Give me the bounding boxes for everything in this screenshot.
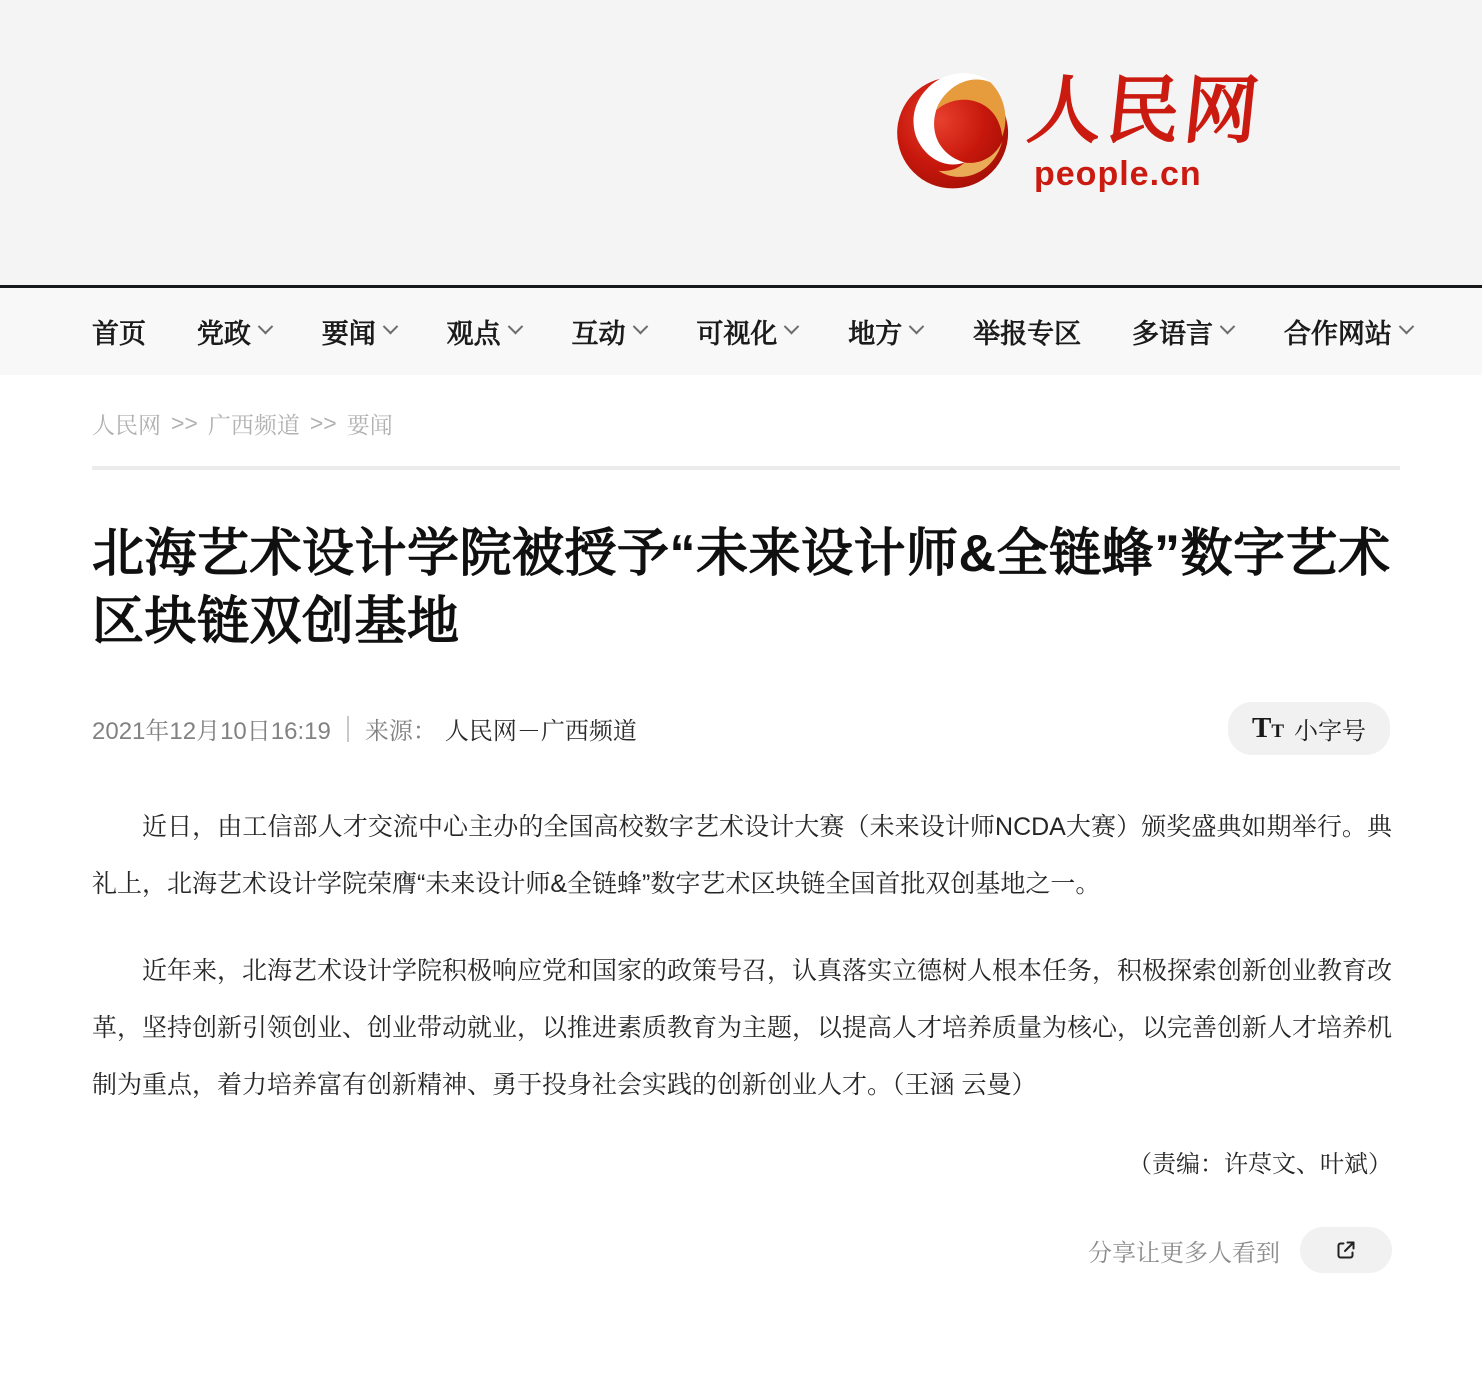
meta-divider [347,716,349,742]
breadcrumb-separator: >> [171,410,198,436]
chevron-down-icon [1220,319,1236,335]
site-header [0,0,1482,288]
nav-label: 合作网站 [1283,319,1392,349]
nav-item-home[interactable] [92,312,146,351]
nav-label: 首页 [92,319,146,349]
article [0,520,1482,1313]
font-size-icon-small-t: T [1271,721,1284,743]
source-link[interactable]: 人民网－广西频道 [444,718,637,746]
nav-item-partner-sites[interactable] [1284,312,1412,351]
people-cn-sphere-icon [896,68,1014,192]
article-meta-row [92,702,1390,755]
chevron-down-icon [632,319,648,335]
nav-label: 可视化 [696,319,778,349]
article-paragraph: 近年来，北海艺术设计学院积极响应党和国家的政策号召，认真落实立德树人根本任务，积极探索创新创业教育改革，坚持创新引领创业、创业带动就业，以推进素质教育为主题，以提高人才培养质量为核心，以完善创新人才培养机制为重点，着力培养富有创新精神、勇于投身社会实践的创新创业人才。（王涵 云曼） [92,957,1393,1100]
nav-item-top-news[interactable] [322,312,396,351]
nav-item-party-politics[interactable] [197,312,271,351]
font-size-button[interactable] [1228,702,1390,755]
article-body [92,799,1392,1114]
nav-label: 多语言 [1132,319,1213,349]
nav-item-opinions[interactable] [447,312,521,351]
logo-chinese-name: 人民网 [1023,71,1267,153]
share-button[interactable] [1300,1227,1392,1273]
nav-label: 党政 [196,319,251,349]
breadcrumb-top-news[interactable]: 要闻 [346,412,393,438]
nav-item-interaction[interactable] [572,312,646,351]
font-size-icon-large-t: T [1251,712,1272,745]
main-nav [0,288,1482,375]
chevron-down-icon [382,319,398,335]
nav-item-visualization[interactable] [696,312,797,351]
article-paragraph: 近日，由工信部人才交流中心主办的全国高校数字艺术设计大赛（未来设计师NCDA大赛）颁奖盛典如期举行。典礼上，北海艺术设计学院荣膺“未来设计师&全链蜂”数字艺术区块链全国首批双创基地之一。 [92,813,1392,899]
font-size-icon [1252,714,1284,743]
article-title: 北海艺术设计学院被授予“未来设计师&全链蜂”数字艺术区块链双创基地 [92,525,1391,652]
publish-datetime: 2021年12月10日16:19 [92,718,331,746]
logo-text [1023,68,1267,194]
chevron-down-icon [909,319,925,335]
nav-item-report-zone[interactable] [973,312,1081,351]
chevron-down-icon [258,319,274,335]
nav-label: 互动 [571,319,626,349]
chevron-down-icon [784,319,800,335]
font-size-button-label: 小字号 [1294,718,1366,746]
section-divider [92,466,1400,470]
source-label: 来源： [364,718,437,746]
breadcrumb [92,407,1390,440]
breadcrumb-guangxi-channel[interactable]: 广西频道 [207,412,300,438]
nav-label: 地方 [848,319,903,349]
nav-label: 举报专区 [973,319,1082,349]
nav-item-local[interactable] [848,312,922,351]
people-cn-logo[interactable] [896,68,1267,194]
nav-item-multilingual[interactable] [1132,312,1233,351]
logo-domain: people.cn [1034,155,1202,194]
nav-label: 要闻 [321,319,376,349]
breadcrumb-people-cn[interactable]: 人民网 [92,412,161,438]
chevron-down-icon [1399,319,1415,335]
chevron-down-icon [507,319,523,335]
share-label: 分享让更多人看到 [1088,1239,1280,1267]
article-meta [92,711,637,746]
breadcrumb-separator: >> [309,410,337,436]
share-row [92,1227,1392,1313]
nav-label: 观点 [446,319,501,349]
share-icon [1334,1238,1358,1262]
editor-note: （责编：许荩文、叶斌） [1128,1151,1392,1179]
